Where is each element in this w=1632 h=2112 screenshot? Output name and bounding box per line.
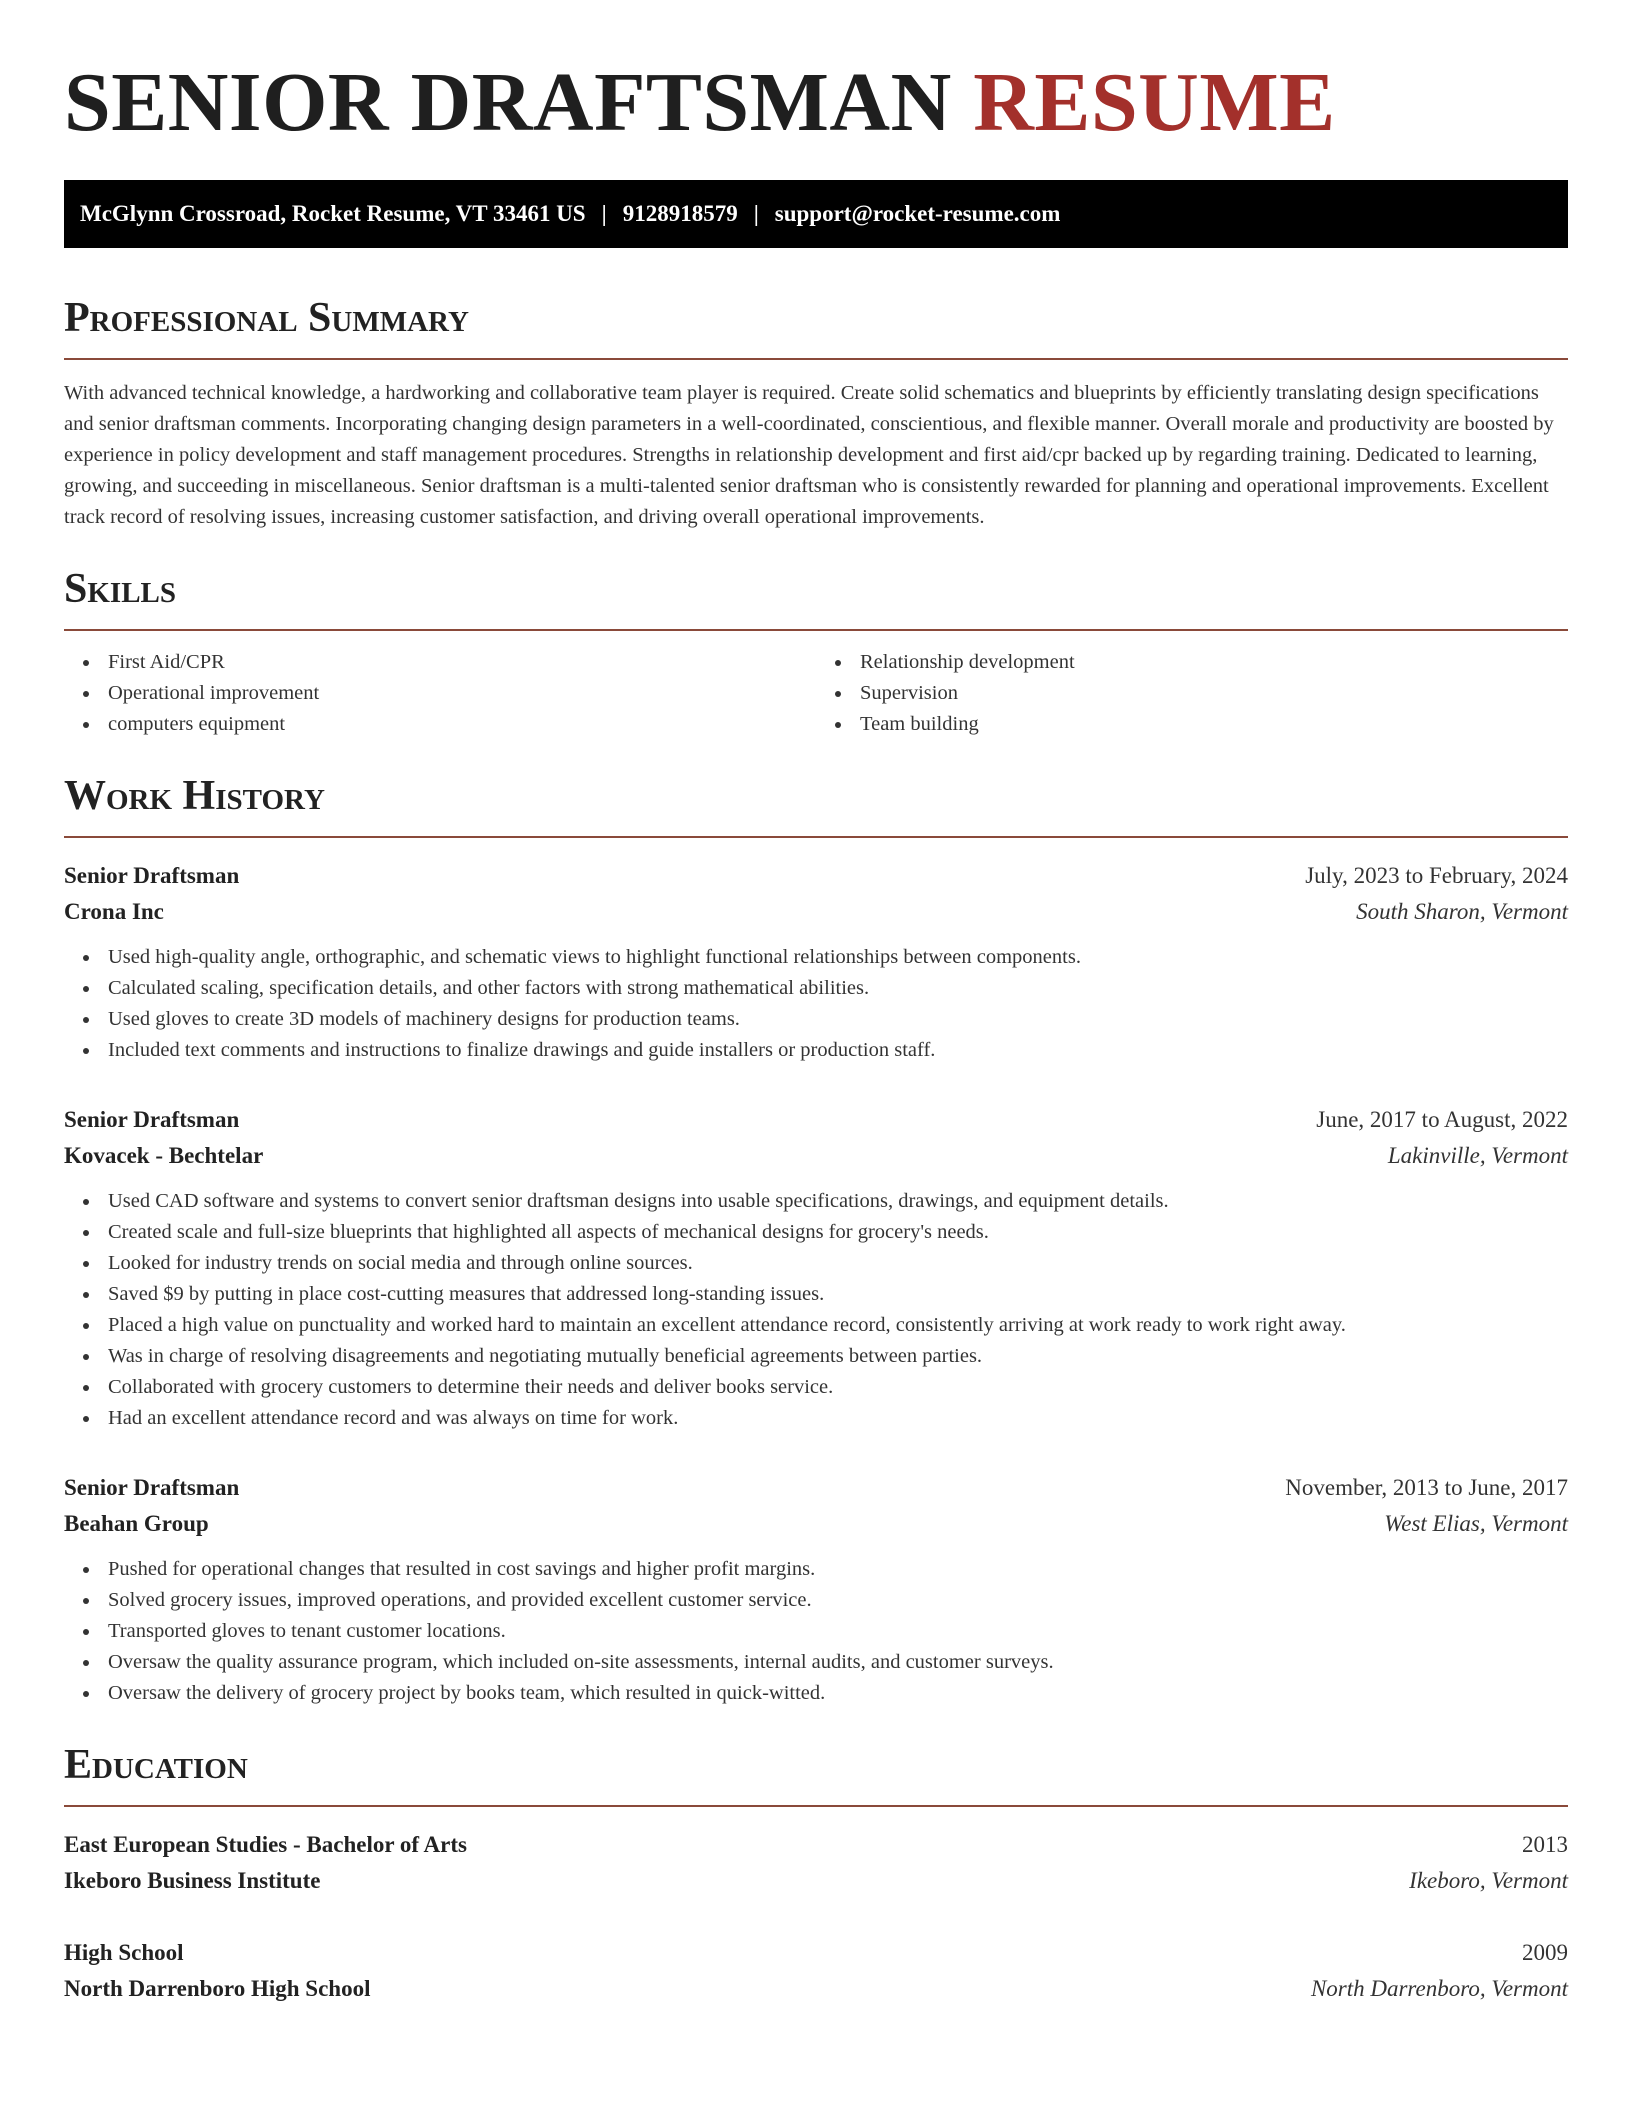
education-school: Ikeboro Business Institute — [64, 1868, 321, 1893]
job-bullets — [64, 1554, 1568, 1709]
skill-item: First Aid/CPR — [108, 647, 816, 678]
education-year: 2013 — [1522, 1832, 1568, 1857]
skills-column-left — [64, 647, 816, 740]
summary-section — [64, 292, 1568, 533]
education-entry — [64, 1827, 1568, 1899]
education-location: North Darrenboro, Vermont — [1310, 1976, 1568, 2001]
section-divider — [64, 1805, 1568, 1807]
section-divider — [64, 836, 1568, 838]
section-divider — [64, 358, 1568, 360]
skills-heading: Skills — [64, 566, 177, 612]
skill-item: Operational improvement — [108, 678, 816, 709]
job-bullets — [64, 1186, 1568, 1434]
contact-separator: | — [601, 201, 607, 226]
education-location: Ikeboro, Vermont — [1409, 1868, 1568, 1893]
work-heading: Work History — [64, 773, 325, 819]
job-title: Senior Draftsman — [64, 1107, 240, 1132]
job-bullets — [64, 942, 1568, 1066]
resume-title — [64, 50, 1568, 156]
job-bullet: Oversaw the delivery of grocery project by books team, which resulted in quick-witted. — [108, 1678, 1568, 1709]
job-entry — [64, 1470, 1568, 1709]
job-dates: July, 2023 to February, 2024 — [1305, 863, 1568, 888]
skill-item: Supervision — [860, 678, 1568, 709]
job-bullet: Solved grocery issues, improved operations, and provided excellent customer service. — [108, 1585, 1568, 1616]
job-bullet: Used gloves to create 3D models of machinery designs for production teams. — [108, 1004, 1568, 1035]
contact-phone: 9128918579 — [622, 201, 738, 226]
section-divider — [64, 629, 1568, 631]
education-school: North Darrenboro High School — [64, 1976, 371, 2001]
education-section — [64, 1739, 1568, 2007]
job-entry — [64, 1102, 1568, 1434]
job-company: Kovacek - Bechtelar — [64, 1143, 264, 1168]
job-dates: June, 2017 to August, 2022 — [1316, 1107, 1568, 1132]
job-bullet: Used high-quality angle, orthographic, and schematic views to highlight functional relationships between components. — [108, 942, 1568, 973]
education-heading: Education — [64, 1742, 248, 1788]
job-location: South Sharon, Vermont — [1356, 899, 1568, 924]
job-bullet: Had an excellent attendance record and was always on time for work. — [108, 1403, 1568, 1434]
job-bullet: Placed a high value on punctuality and worked hard to maintain an excellent attendance record, consistently arriving at work ready to work right away. — [108, 1310, 1568, 1341]
job-dates: November, 2013 to June, 2017 — [1285, 1475, 1568, 1500]
education-degree: High School — [64, 1940, 184, 1965]
job-bullet: Created scale and full-size blueprints that highlighted all aspects of mechanical designs for grocery's needs. — [108, 1217, 1568, 1248]
contact-separator: | — [753, 201, 759, 226]
job-bullet: Pushed for operational changes that resulted in cost savings and higher profit margins. — [108, 1554, 1568, 1585]
job-location: Lakinville, Vermont — [1387, 1143, 1568, 1168]
job-bullet: Transported gloves to tenant customer locations. — [108, 1616, 1568, 1647]
job-bullet: Calculated scaling, specification details, and other factors with strong mathematical abilities. — [108, 973, 1568, 1004]
job-bullet: Collaborated with grocery customers to determine their needs and deliver books service. — [108, 1372, 1568, 1403]
job-bullet: Included text comments and instructions to finalize drawings and guide installers or production staff. — [108, 1035, 1568, 1066]
job-entry — [64, 858, 1568, 1066]
title-main: SENIOR DRAFTSMAN — [64, 56, 952, 149]
skill-item: Relationship development — [860, 647, 1568, 678]
job-location: West Elias, Vermont — [1384, 1511, 1568, 1536]
contact-bar — [64, 180, 1568, 248]
contact-address: McGlynn Crossroad, Rocket Resume, VT 33461 US — [80, 201, 586, 226]
job-company: Beahan Group — [64, 1511, 209, 1536]
skills-section — [64, 563, 1568, 740]
job-company: Crona Inc — [64, 899, 164, 924]
job-title: Senior Draftsman — [64, 1475, 240, 1500]
job-bullet: Oversaw the quality assurance program, which included on-site assessments, internal audits, and customer surveys. — [108, 1647, 1568, 1678]
contact-email: support@rocket-resume.com — [774, 201, 1061, 226]
job-bullet: Saved $9 by putting in place cost-cutting measures that addressed long-standing issues. — [108, 1279, 1568, 1310]
skill-item: computers equipment — [108, 709, 816, 740]
job-title: Senior Draftsman — [64, 863, 240, 888]
title-accent: RESUME — [973, 56, 1336, 149]
skills-list — [64, 647, 1568, 740]
education-entry — [64, 1935, 1568, 2007]
job-bullet: Was in charge of resolving disagreements and negotiating mutually beneficial agreements between parties. — [108, 1341, 1568, 1372]
job-bullet: Looked for industry trends on social media and through online sources. — [108, 1248, 1568, 1279]
skill-item: Team building — [860, 709, 1568, 740]
skills-column-right — [816, 647, 1568, 740]
summary-text: With advanced technical knowledge, a hardworking and collaborative team player is required. Create solid schematics and blueprints by efficiently translating design specifications and senior draftsman comments. Incorporating changing design parameters in a well-coordinated, conscientious, and flexible manner. Overall morale and productivity are boosted by experience in policy development and staff management procedures. Strengths in relationship development and first aid/cpr backed up by regarding training. Dedicated to learning, growing, and succeeding in miscellaneous. Senior draftsman is a multi-talented senior draftsman who is consistently rewarded for planning and operational improvements. Excellent track record of resolving issues, increasing customer satisfaction, and driving overall operational improvements. — [64, 382, 1554, 528]
education-degree: East European Studies - Bachelor of Arts — [64, 1832, 467, 1857]
summary-heading: Professional Summary — [64, 295, 469, 341]
education-year: 2009 — [1522, 1940, 1568, 1965]
work-section — [64, 770, 1568, 1709]
job-bullet: Used CAD software and systems to convert senior draftsman designs into usable specifications, drawings, and equipment details. — [108, 1186, 1568, 1217]
